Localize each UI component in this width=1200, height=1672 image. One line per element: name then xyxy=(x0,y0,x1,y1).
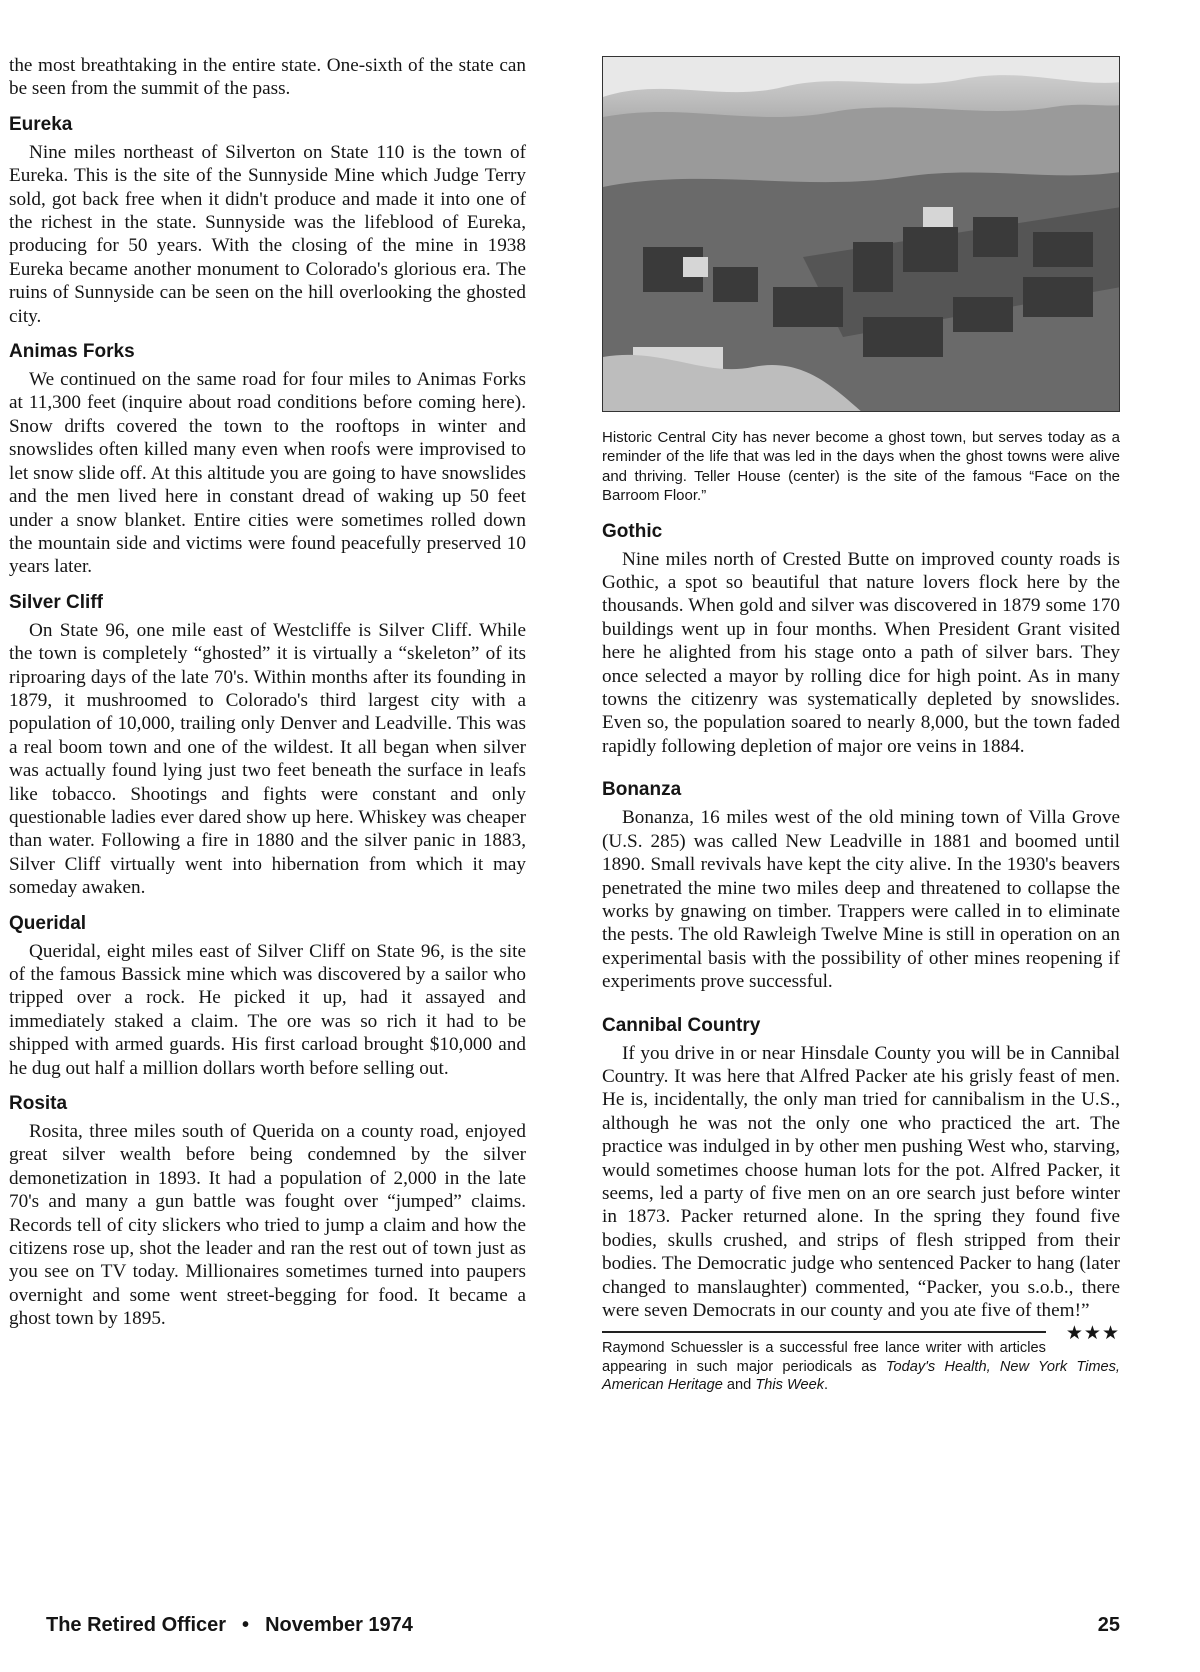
section-heading-rosita: Rosita xyxy=(9,1093,68,1115)
section-heading-queridal: Queridal xyxy=(9,912,87,934)
section-text-gothic: Nine miles north of Crested Butte on improved county roads is Gothic, a spot so beautiful that nature lovers flock here by the thousands. When gold and silver was discovered in 1879 some 170 buildings went up in four months. When President Grant visited here he alighted from his stage onto a path of silver bars. They once selected a mayor by rolling dice for high point. As in many towns the citizenry was systematically depleted by snowslides. Even so, the population soared to nearly 8,000, but the town faded rapidly following depletion of major ore veins in 1884. xyxy=(602,548,1120,757)
byline-text-1: Raymond Schuessler is a successful free lance writer with articles appearing in such major periodicals as xyxy=(602,1340,1046,1375)
footer-separator: • xyxy=(242,1614,250,1636)
section-heading-silver-cliff: Silver Cliff xyxy=(9,591,103,613)
section-text-bonanza: Bonanza, 16 miles west of the old mining town of Villa Grove (U.S. 285) was called New Leadville in 1881 and boomed until 1890. Small revivals have kept the city alive. In the 1930's beavers penetrated the mine two miles deep and threatened to collapse the works by gnawing on timber. Trappers were called in to eliminate the pests. The old Rawleigh Twelve Mine is still in operation on an experimental basis with the possibility of other mines reopening if experiments prove successful. xyxy=(602,807,1120,993)
page-number: 25 xyxy=(1097,1614,1120,1636)
section-text-silver-cliff: On State 96, one mile east of Westcliffe is Silver Cliff. While the town is completely “ghosted” it is virtually a “skeleton” of its riproaring days of the late 70's. Within months after its founding in 1879, it mushroomed to Colorado's third largest city with a population of 10,000, trailing only Denver and Leadville. This was a real boom town and one of the wildest. It all began when silver was actually found lying just two feet beneath the surface in leafs like tobacco. Shootings and fights were constant and only questionable ladies ever dared show up here. Whiskey was cheaper than water. Following a fire in 1880 and the silver panic in 1883, Silver Cliff virtually went into hibernation from which it may someday awaken. xyxy=(9,619,526,899)
town-photo-illustration xyxy=(603,57,1120,412)
end-of-article-stars: ★★★ xyxy=(1065,1323,1120,1345)
byline-text-3: . xyxy=(824,1377,829,1394)
cannibal-country-text: If you drive in or near Hinsdale County you will be in Cannibal Country. It was here that Alfred Packer ate his grisly feast of men. He is, incidentally, the only man tried for cannibalism in the U.S., although he was not the only one who practiced the art. The practice was indulged in by other men pushing West who, starving, would sometimes choose human lots for the pot. Alfred Packer, it seems, led a party of five men on an ore search just before winter in 1873. Packer returned alone. In the spring they found five bodies, skulls crushed, and strips of flesh stripped from their bodies. The Democratic judge who sentenced Packer to hang (later changed to manslaughter) commented, “Packer, you s.o.b., there were seven Democrats in our county and you ate five of them!” xyxy=(602,1042,1120,1321)
section-heading-bonanza: Bonanza xyxy=(602,779,682,801)
section-text-queridal: Queridal, eight miles east of Silver Cliff on State 96, is the site of the famous Bassick mine which was discovered by a sailor who tripped over a rock. He picked it up, had it assayed and immediately staked a claim. The ore was so rich it had to be shipped with armed guards. His first carload brought $10,000 and he dug out half a million dollars worth before selling out. xyxy=(9,940,526,1079)
section-text-eureka: Nine miles northeast of Silverton on State 110 is the town of Eureka. This is the site of the Sunnyside Mine which Judge Terry sold, got back free when it didn't produce and made it into one of the richest in the state. Sunnyside was the lifeblood of Eureka, producing for 50 years. With the closing of the mine in 1938 Eureka became another monument to Colorado's glorious era. The ruins of Sunnyside can be seen on the hill overlooking the ghosted city. xyxy=(9,141,526,327)
section-text-rosita: Rosita, three miles south of Querida on a county road, enjoyed great silver wealth before being condemned by the silver demonetization in 1893. It had a population of 2,000 in the late 70's and many a gun battle was fought over “jumped” claims. Records tell of city slickers who tried to jump a claim and how the citizens rose up, shot the leader and ran the rest out of town just as you see on TV today. Millionaires sometimes turned into paupers overnight and some went street-begging for food. It became a ghost town by 1895. xyxy=(9,1121,526,1330)
footer-publication xyxy=(46,1614,413,1637)
issue-date: November 1974 xyxy=(265,1614,413,1636)
byline-text-2: and xyxy=(722,1377,756,1394)
magazine-title: The Retired Officer xyxy=(46,1614,227,1636)
intro-paragraph: the most breathtaking in the entire state. One-sixth of the state can be seen from the summit of the pass. xyxy=(9,55,526,100)
left-column xyxy=(9,54,526,1331)
section-heading-animas-forks: Animas Forks xyxy=(9,341,135,363)
section-text-animas-forks: We continued on the same road for four miles to Animas Forks at 11,300 feet (inquire about road conditions before coming here). Snow drifts covered the town to the rooftops in winter and snowslides often killed many even when roofs were improvised to let snow slide off. At this altitude you are going to have snowslides and the men lived here in constant dread of waking up 50 feet under a snow blanket. Entire cities were sometimes rolled down the mountain side and victims were found peacefully preserved 10 years later. xyxy=(9,369,526,578)
central-city-photo xyxy=(602,56,1120,412)
photo-caption: Historic Central City has never become a ghost town, but serves today as a reminder of the life that was led in the days when the ghost towns were alive and thriving. Teller House (center) is the site of the famous “Face on the Barroom Floor.” xyxy=(602,429,1120,505)
byline-publications-1: Today's Health, New York Times, American Heritage xyxy=(602,1358,1120,1394)
page-footer xyxy=(46,1614,1120,1640)
right-column xyxy=(602,56,1120,1395)
section-heading-eureka: Eureka xyxy=(9,113,73,135)
author-byline xyxy=(602,1339,1120,1395)
section-heading-gothic: Gothic xyxy=(602,520,663,542)
byline-publications-2: This Week xyxy=(755,1377,824,1394)
section-heading-cannibal-country: Cannibal Country xyxy=(602,1014,761,1036)
byline-divider xyxy=(602,1331,1046,1333)
section-text-cannibal-country xyxy=(602,1042,1120,1345)
